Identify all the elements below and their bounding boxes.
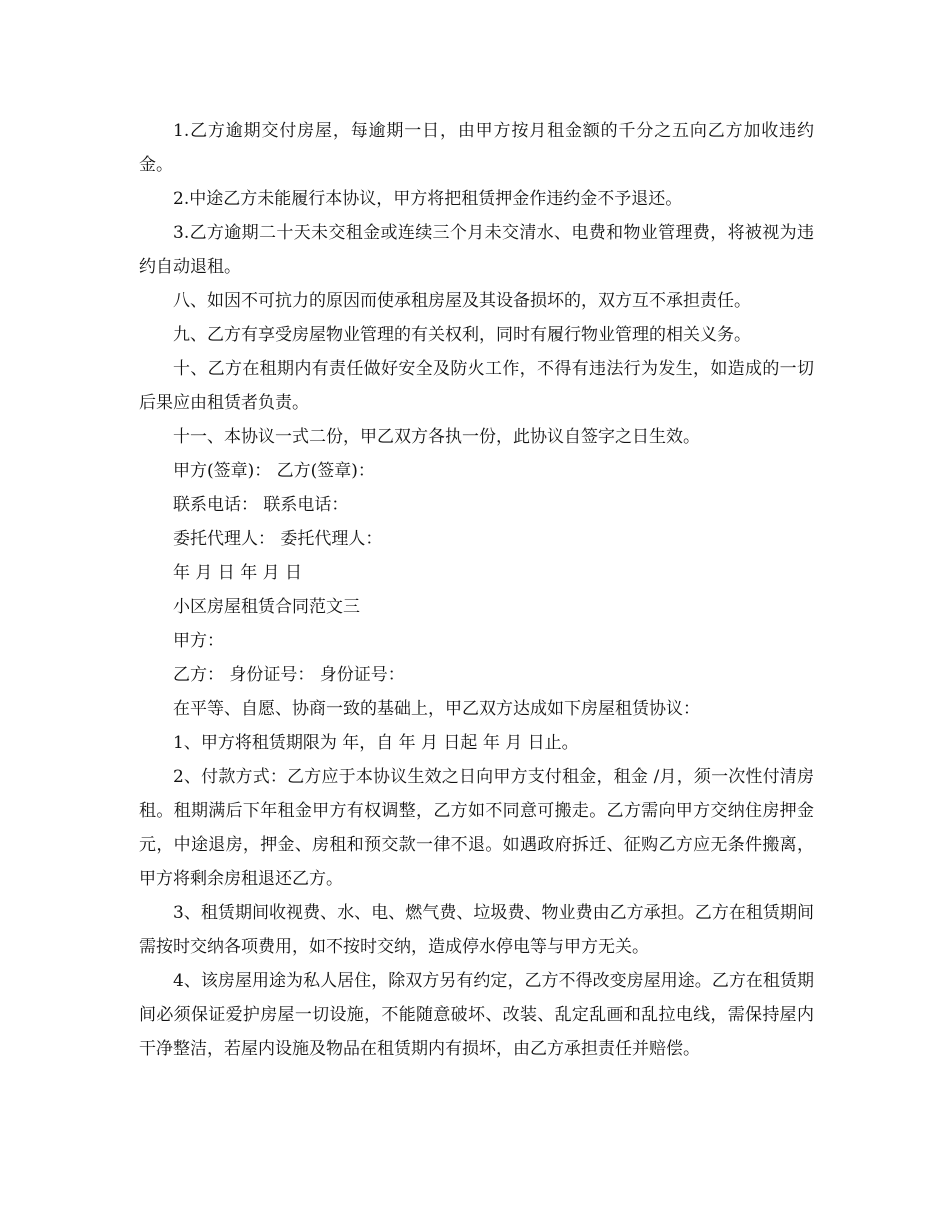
section-title: 小区房屋租赁合同范文三 bbox=[173, 597, 360, 617]
paragraph-fees: 3、租赁期间收视费、水、电、燃气费、垃圾费、物业费由乙方承担。乙方在租赁期间需按时交纳各项费用，如不按时交纳，造成停水停电等与甲方无关。 bbox=[139, 903, 814, 957]
paragraph-penalty-breach: 2.中途乙方未能履行本协议，甲方将把租赁押金作违约金不予退还。 bbox=[173, 189, 683, 209]
agent-line: 委托代理人： 委托代理人： bbox=[173, 529, 383, 549]
paragraph-preamble: 在平等、自愿、协商一致的基础上，甲乙双方达成如下房屋租赁协议： bbox=[173, 699, 700, 719]
party-b-line: 乙方： 身份证号： 身份证号： bbox=[173, 665, 405, 685]
date-line: 年 月 日 年 月 日 bbox=[173, 563, 303, 583]
paragraph-lease-term: 1、甲方将租赁期限为 年，自 年 月 日起 年 月 日止。 bbox=[173, 733, 579, 753]
party-a-line: 甲方： bbox=[173, 631, 224, 651]
signature-line: 甲方(签章)： 乙方(签章)： bbox=[173, 461, 375, 481]
contact-phone-line: 联系电话： 联系电话： bbox=[173, 495, 349, 515]
paragraph-payment-method: 2、付款方式：乙方应于本协议生效之日向甲方支付租金，租金 /月，须一次性付清房租。租期满后下年租金甲方有权调整，乙方如不同意可搬走。乙方需向甲方交纳住房押金 元，中途退房，押金、房租和预交款一律不退。如遇政府拆迁、征购乙方应无条件搬离，甲方将剩余房租退还乙方。 bbox=[139, 767, 814, 889]
paragraph-property-management: 九、乙方有享受房屋物业管理的有关权利，同时有履行物业管理的相关义务。 bbox=[173, 325, 751, 345]
document-body bbox=[139, 114, 814, 1066]
paragraph-usage: 4、该房屋用途为私人居住，除双方另有约定，乙方不得改变房屋用途。乙方在租赁期间必须保证爱护房屋一切设施，不能随意破坏、改装、乱定乱画和乱拉电线，需保持屋内干净整洁，若屋内设施及物品在租赁期内有损坏，由乙方承担责任并赔偿。 bbox=[139, 971, 814, 1059]
paragraph-copies-effective: 十一、本协议一式二份，甲乙双方各执一份，此协议自签字之日生效。 bbox=[173, 427, 700, 447]
paragraph-force-majeure: 八、如因不可抗力的原因而使承租房屋及其设备损坏的，双方互不承担责任。 bbox=[173, 291, 751, 311]
paragraph-penalty-unpaid-rent: 3.乙方逾期二十天未交租金或连续三个月未交清水、电费和物业管理费，将被视为违约自动退租。 bbox=[139, 223, 814, 277]
paragraph-safety-responsibility: 十、乙方在租期内有责任做好安全及防火工作，不得有违法行为发生，如造成的一切后果应由租赁者负责。 bbox=[139, 359, 814, 413]
paragraph-penalty-late-delivery: 1.乙方逾期交付房屋，每逾期一日，由甲方按月租金额的千分之五向乙方加收违约金。 bbox=[139, 121, 814, 175]
